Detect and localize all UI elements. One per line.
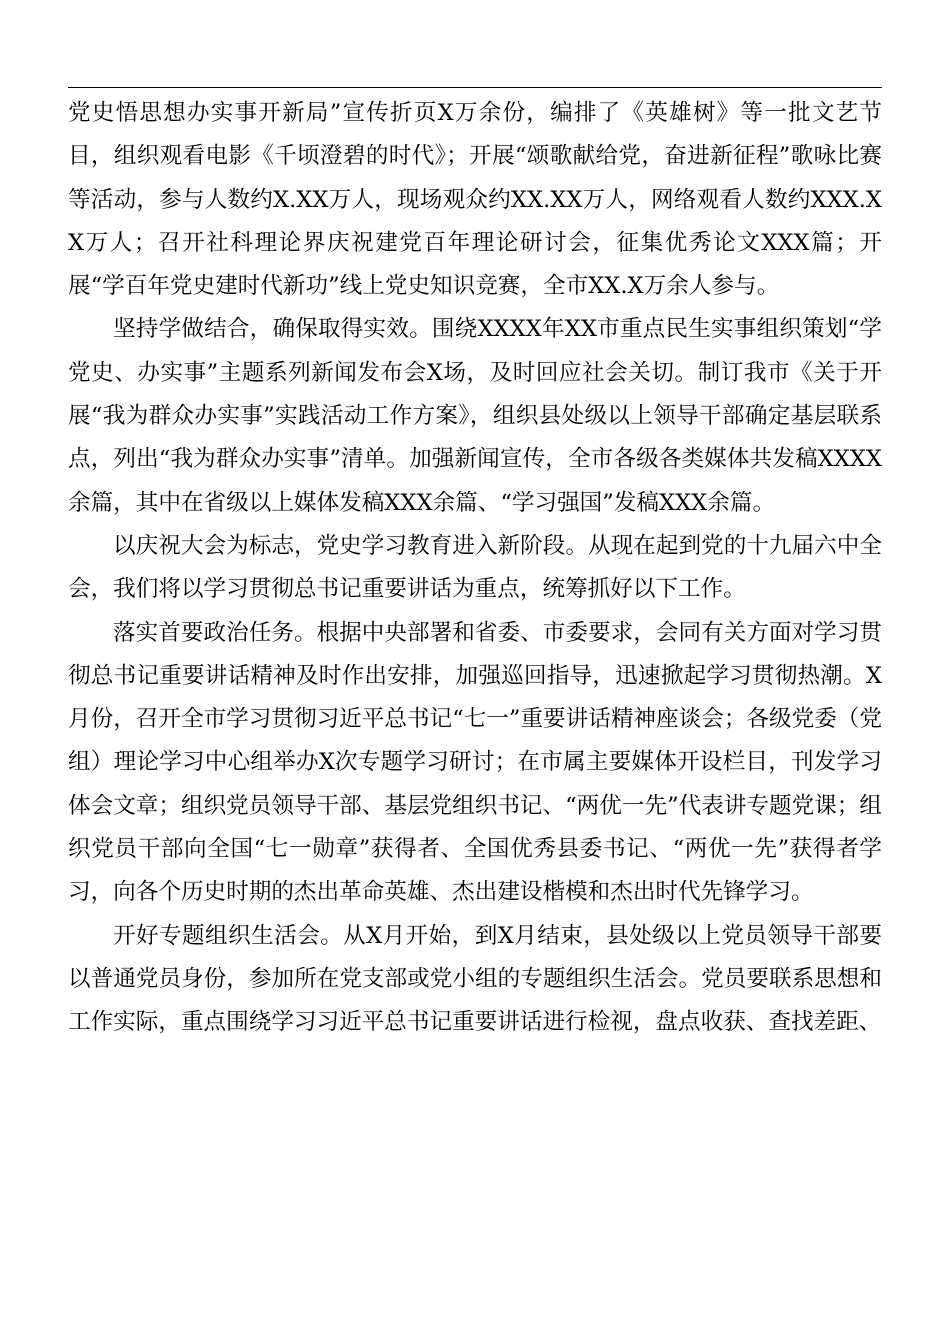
document-body [68, 92, 882, 1045]
paragraph-3: 以庆祝大会为标志，党史学习教育进入新阶段。从现在起到党的十九届六中全会，我们将以学习贯彻总书记重要讲话为重点，统筹抓好以下工作。 [68, 532, 882, 603]
header-rule [68, 87, 882, 88]
paragraph-2: 坚持学做结合，确保取得实效。围绕XXXX年XX市重点民生实事组织策划“学党史、办实事”主题系列新闻发布会X场，及时回应社会关切。制订我市《关于开展“我为群众办实事”实践活动工作方案》，组织县处级以上领导干部确定基层联系点，列出“我为群众办实事”清单。加强新闻宣传，全市各级各类媒体共发稿XXXX余篇，其中在省级以上媒体发稿XXX余篇、“学习强国”发稿XXX余篇。 [68, 316, 882, 516]
paragraph-5: 开好专题组织生活会。从X月开始，到X月结束，县处级以上党员领导干部要以普通党员身份，参加所在党支部或党小组的专题组织生活会。党员要联系思想和工作实际，重点围绕学习习近平总书记重要讲话进行检视，盘点收获、查找差距、 [68, 922, 882, 1036]
paragraph-1: 党史悟思想办实事开新局”宣传折页X万余份，编排了《英雄树》等一批文艺节目，组织观看电影《千顷澄碧的时代》；开展“颂歌献给党，奋进新征程”歌咏比赛等活动，参与人数约X.XX万人，现场观众约XX.XX万人，网络观看人数约XXX.XX万人；召开社科理论界庆祝建党百年理论研讨会，征集优秀论文XXX篇；开展“学百年党史建时代新功”线上党史知识竞赛，全市XX.X万余人参与。 [68, 100, 882, 300]
paragraph-4: 落实首要政治任务。根据中央部署和省委、市委要求，会同有关方面对学习贯彻总书记重要讲话精神及时作出安排，加强巡回指导，迅速掀起学习贯彻热潮。X月份，召开全市学习贯彻习近平总书记“七一”重要讲话精神座谈会；各级党委（党组）理论学习中心组举办X次专题学习研讨；在市属主要媒体开设栏目，刊发学习体会文章；组织党员领导干部、基层党组织书记、“两优一先”代表讲专题党课；组织党员干部向全国“七一勋章”获得者、全国优秀县委书记、“两优一先”获得者学习，向各个历史时期的杰出革命英雄、杰出建设楷模和杰出时代先锋学习。 [68, 619, 882, 906]
